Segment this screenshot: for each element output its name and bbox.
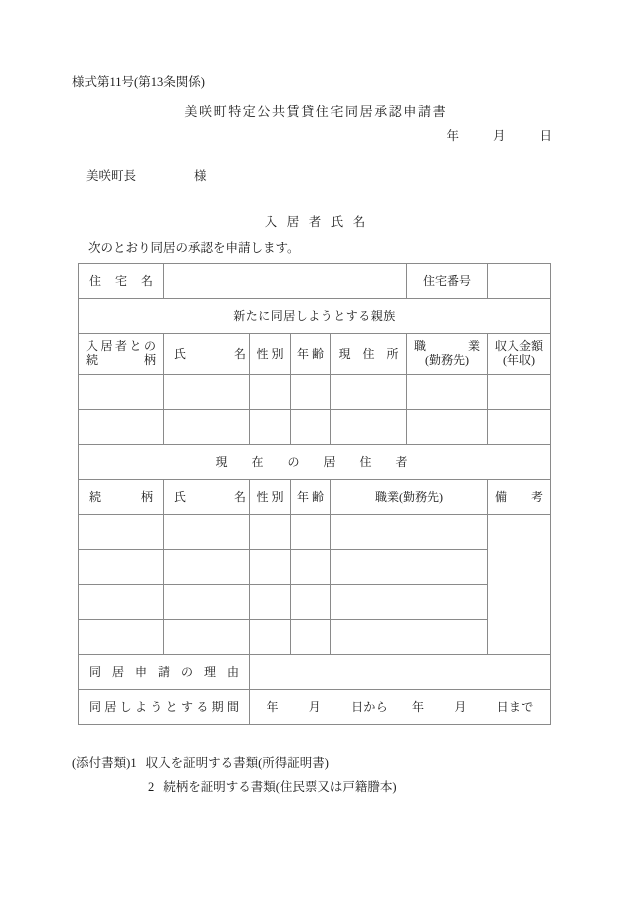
period-label: 同居しようとする期間 (79, 690, 250, 725)
header-income: 収入金額 (年収) (488, 334, 551, 375)
reason-label: 同居申請の理由 (79, 655, 250, 690)
house-name-label: 住 宅 名 (79, 264, 164, 299)
header-gender: 性 別 (250, 480, 291, 515)
cell-gender[interactable] (250, 550, 291, 585)
cell-address[interactable] (331, 375, 407, 410)
cell-name[interactable] (164, 410, 250, 445)
note-2-text: 続柄を証明する書類(住民票又は戸籍謄本) (163, 780, 397, 794)
cell-relation[interactable] (79, 515, 164, 550)
intro-sentence: 次のとおり同居の承認を申請します。 (88, 241, 300, 255)
cell-gender[interactable] (250, 410, 291, 445)
cell-gender[interactable] (250, 515, 291, 550)
table-row-period (79, 690, 551, 725)
addressee (86, 166, 207, 184)
cell-income[interactable] (488, 375, 551, 410)
header-occupation: 職 業 (勤務先) (407, 334, 488, 375)
note-1-text: 収入を証明する書類(所得証明書) (145, 756, 329, 770)
house-number-value[interactable] (488, 264, 551, 299)
house-number-label: 住宅番号 (407, 264, 488, 299)
header-age: 年 齢 (291, 334, 331, 375)
cell-name[interactable] (164, 375, 250, 410)
cell-relation[interactable] (79, 375, 164, 410)
table-row (79, 550, 551, 585)
cell-occupation[interactable] (331, 515, 488, 550)
note-1-number: 1 (130, 756, 137, 770)
table-row (79, 585, 551, 620)
table-row (79, 620, 551, 655)
cell-occupation[interactable] (331, 620, 488, 655)
period-from-day: 日から (351, 699, 388, 714)
header-relation-to-resident: 入居者との 続 柄 (79, 334, 164, 375)
header-remarks: 備 考 (488, 480, 551, 515)
new-cohabitant-band-label: 新たに同居しようとする親族 (79, 299, 551, 334)
header-age: 年 齢 (291, 480, 331, 515)
table-row (79, 375, 551, 410)
cell-name[interactable] (164, 585, 250, 620)
date-year-label: 年 (446, 129, 459, 143)
house-name-value[interactable] (164, 264, 407, 299)
table-row-reason (79, 655, 551, 690)
table-row-new-cohabitant-band (79, 299, 551, 334)
period-to-year: 年 (412, 699, 425, 714)
cell-relation[interactable] (79, 550, 164, 585)
table-row-current-resident-headers (79, 480, 551, 515)
header-name: 氏 名 (164, 334, 250, 375)
period-to-day: 日まで (496, 699, 534, 714)
cell-relation[interactable] (79, 410, 164, 445)
cell-occupation[interactable] (331, 550, 488, 585)
cell-income[interactable] (488, 410, 551, 445)
header-name: 氏 名 (164, 480, 250, 515)
date-line (0, 126, 552, 144)
cell-name[interactable] (164, 620, 250, 655)
cell-address[interactable] (331, 410, 407, 445)
header-relation: 続 柄 (79, 480, 164, 515)
cell-age[interactable] (291, 585, 331, 620)
addressee-honorific: 様 (194, 169, 207, 183)
cell-occupation[interactable] (331, 585, 488, 620)
document-title: 美咲町特定公共賃貸住宅同居承認申請書 (184, 104, 448, 119)
cell-age[interactable] (291, 410, 331, 445)
cell-age[interactable] (291, 550, 331, 585)
attachment-note-1 (72, 753, 329, 771)
header-current-address: 現 住 所 (331, 334, 407, 375)
note-2-number: 2 (148, 780, 155, 794)
table-row-current-resident-band (79, 445, 551, 480)
cell-relation[interactable] (79, 585, 164, 620)
cell-name[interactable] (164, 515, 250, 550)
period-value[interactable] (250, 690, 551, 725)
date-day-label: 日 (539, 129, 552, 143)
header-gender: 性 別 (250, 334, 291, 375)
table-row-new-cohabitant-headers (79, 334, 551, 375)
cell-name[interactable] (164, 550, 250, 585)
period-from-month: 月 (308, 699, 322, 714)
current-resident-band-label: 現 在 の 居 住 者 (79, 445, 551, 480)
form-number: 様式第11号(第13条関係) (72, 75, 205, 89)
period-to-month: 月 (454, 699, 467, 714)
cell-age[interactable] (291, 375, 331, 410)
table-row (79, 515, 551, 550)
reason-value[interactable] (250, 655, 551, 690)
period-from-year: 年 (266, 699, 279, 714)
cell-age[interactable] (291, 515, 331, 550)
cell-relation[interactable] (79, 620, 164, 655)
attachments-label: (添付書類) (72, 756, 131, 770)
header-occupation: 職業(勤務先) (331, 480, 488, 515)
cell-gender[interactable] (250, 585, 291, 620)
table-row (79, 410, 551, 445)
table-row-house (79, 264, 551, 299)
attachment-note-2 (148, 777, 397, 795)
application-table (78, 263, 551, 725)
addressee-name: 美咲町長 (86, 169, 137, 183)
date-month-label: 月 (492, 129, 506, 143)
cell-gender[interactable] (250, 620, 291, 655)
applicant-name-label: 入 居 者 氏 名 (264, 215, 369, 229)
cell-occupation[interactable] (407, 375, 488, 410)
cell-remarks[interactable] (488, 515, 551, 655)
cell-gender[interactable] (250, 375, 291, 410)
cell-age[interactable] (291, 620, 331, 655)
cell-occupation[interactable] (407, 410, 488, 445)
